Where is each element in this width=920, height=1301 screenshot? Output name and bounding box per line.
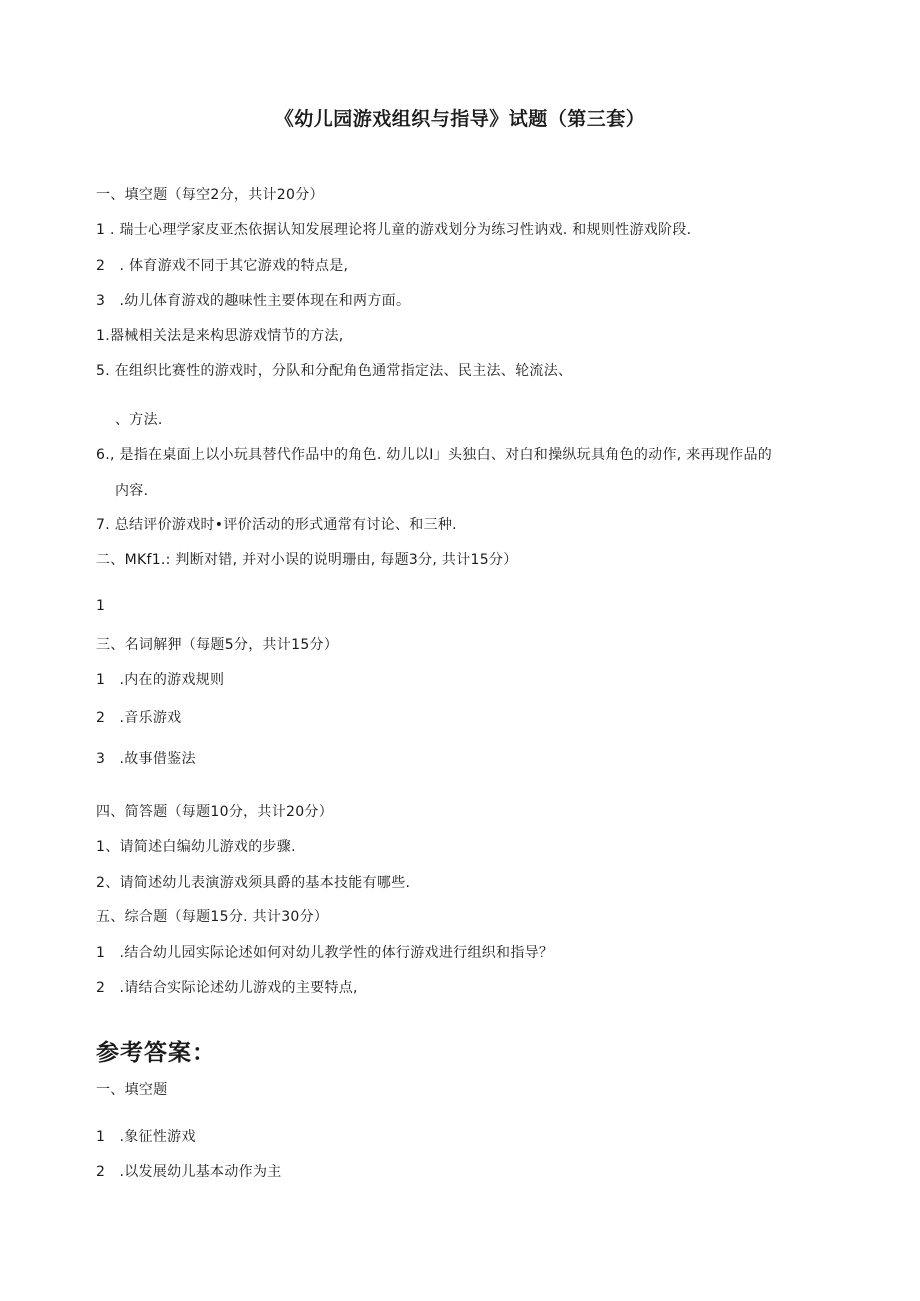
question-line: 6., 是指在桌面上以小玩具替代作品中的角色. 幼儿以I」头独白、对白和操纵玩具角色的动作, 来再现作品的	[96, 447, 773, 463]
answers-heading: 参考答案：	[96, 1040, 216, 1066]
question-line: 7. 总结评价游戏时•评价活动的形式通常有讨论、和三种.	[96, 517, 457, 533]
exam-title: 《幼儿园游戏组织与指导》试题（第三套）	[274, 108, 646, 130]
answer-line: 1 .象征性游戏	[96, 1129, 196, 1145]
question-line: 2、请简述幼儿表演游戏须具爵的基本技能有哪些.	[96, 875, 411, 891]
question-line: 5. 在组织比赛性的游戏时，分队和分配角色通常指定法、民主法、轮流法、	[96, 363, 573, 379]
question-line: 1 . 瑞士心理学家皮亚杰依据认知发展理论将儿童的游戏划分为练习性讷戏. 和规则性游戏阶段.	[96, 222, 692, 238]
section-comprehensive-heading: 五、综合题（每题15分. 共计30分）	[96, 909, 329, 925]
question-line: 3 .幼儿体育游戏的趣味性主要体现在和两方面。	[96, 293, 411, 309]
section-fill-in-heading: 一、填空题（每空2分，共计20分）	[96, 187, 324, 203]
question-line: 1.器械相关法是来构思游戏情节的方法,	[96, 328, 344, 344]
question-line: 2 .音乐游戏	[96, 710, 182, 726]
answer-section-heading: 一、填空题	[96, 1082, 168, 1098]
section-short-answer-heading: 四、简答题（每题10分，共计20分）	[96, 804, 334, 820]
answer-line: 2 .以发展幼儿基本动作为主	[96, 1164, 282, 1180]
question-line: 2 .请结合实际论述幼儿游戏的主要特点,	[96, 980, 358, 996]
question-line: 3 .故事借鉴法	[96, 751, 196, 767]
section-terms-heading: 三、名词解狎（每题5分，共计15分）	[96, 637, 339, 653]
question-line: 1 .内在的游戏规则	[96, 672, 225, 688]
question-line-continuation: 内容.	[115, 483, 149, 499]
question-line-continuation: 、方法.	[115, 412, 163, 428]
question-line: 1、请简述白编幼儿游戏的步骤.	[96, 839, 296, 855]
question-line: 1	[96, 598, 106, 614]
question-line: 2 . 体育游戏不同于其它游戏的特点是,	[96, 258, 349, 274]
question-line: 1 .结合幼儿园实际论述如何对幼儿教学性的体行游戏进行组织和指导？	[96, 945, 554, 961]
section-true-false-heading: 二、MKf1.: 判断对错, 并对小误的说明珊由, 每题3分, 共计15分）	[96, 552, 518, 568]
